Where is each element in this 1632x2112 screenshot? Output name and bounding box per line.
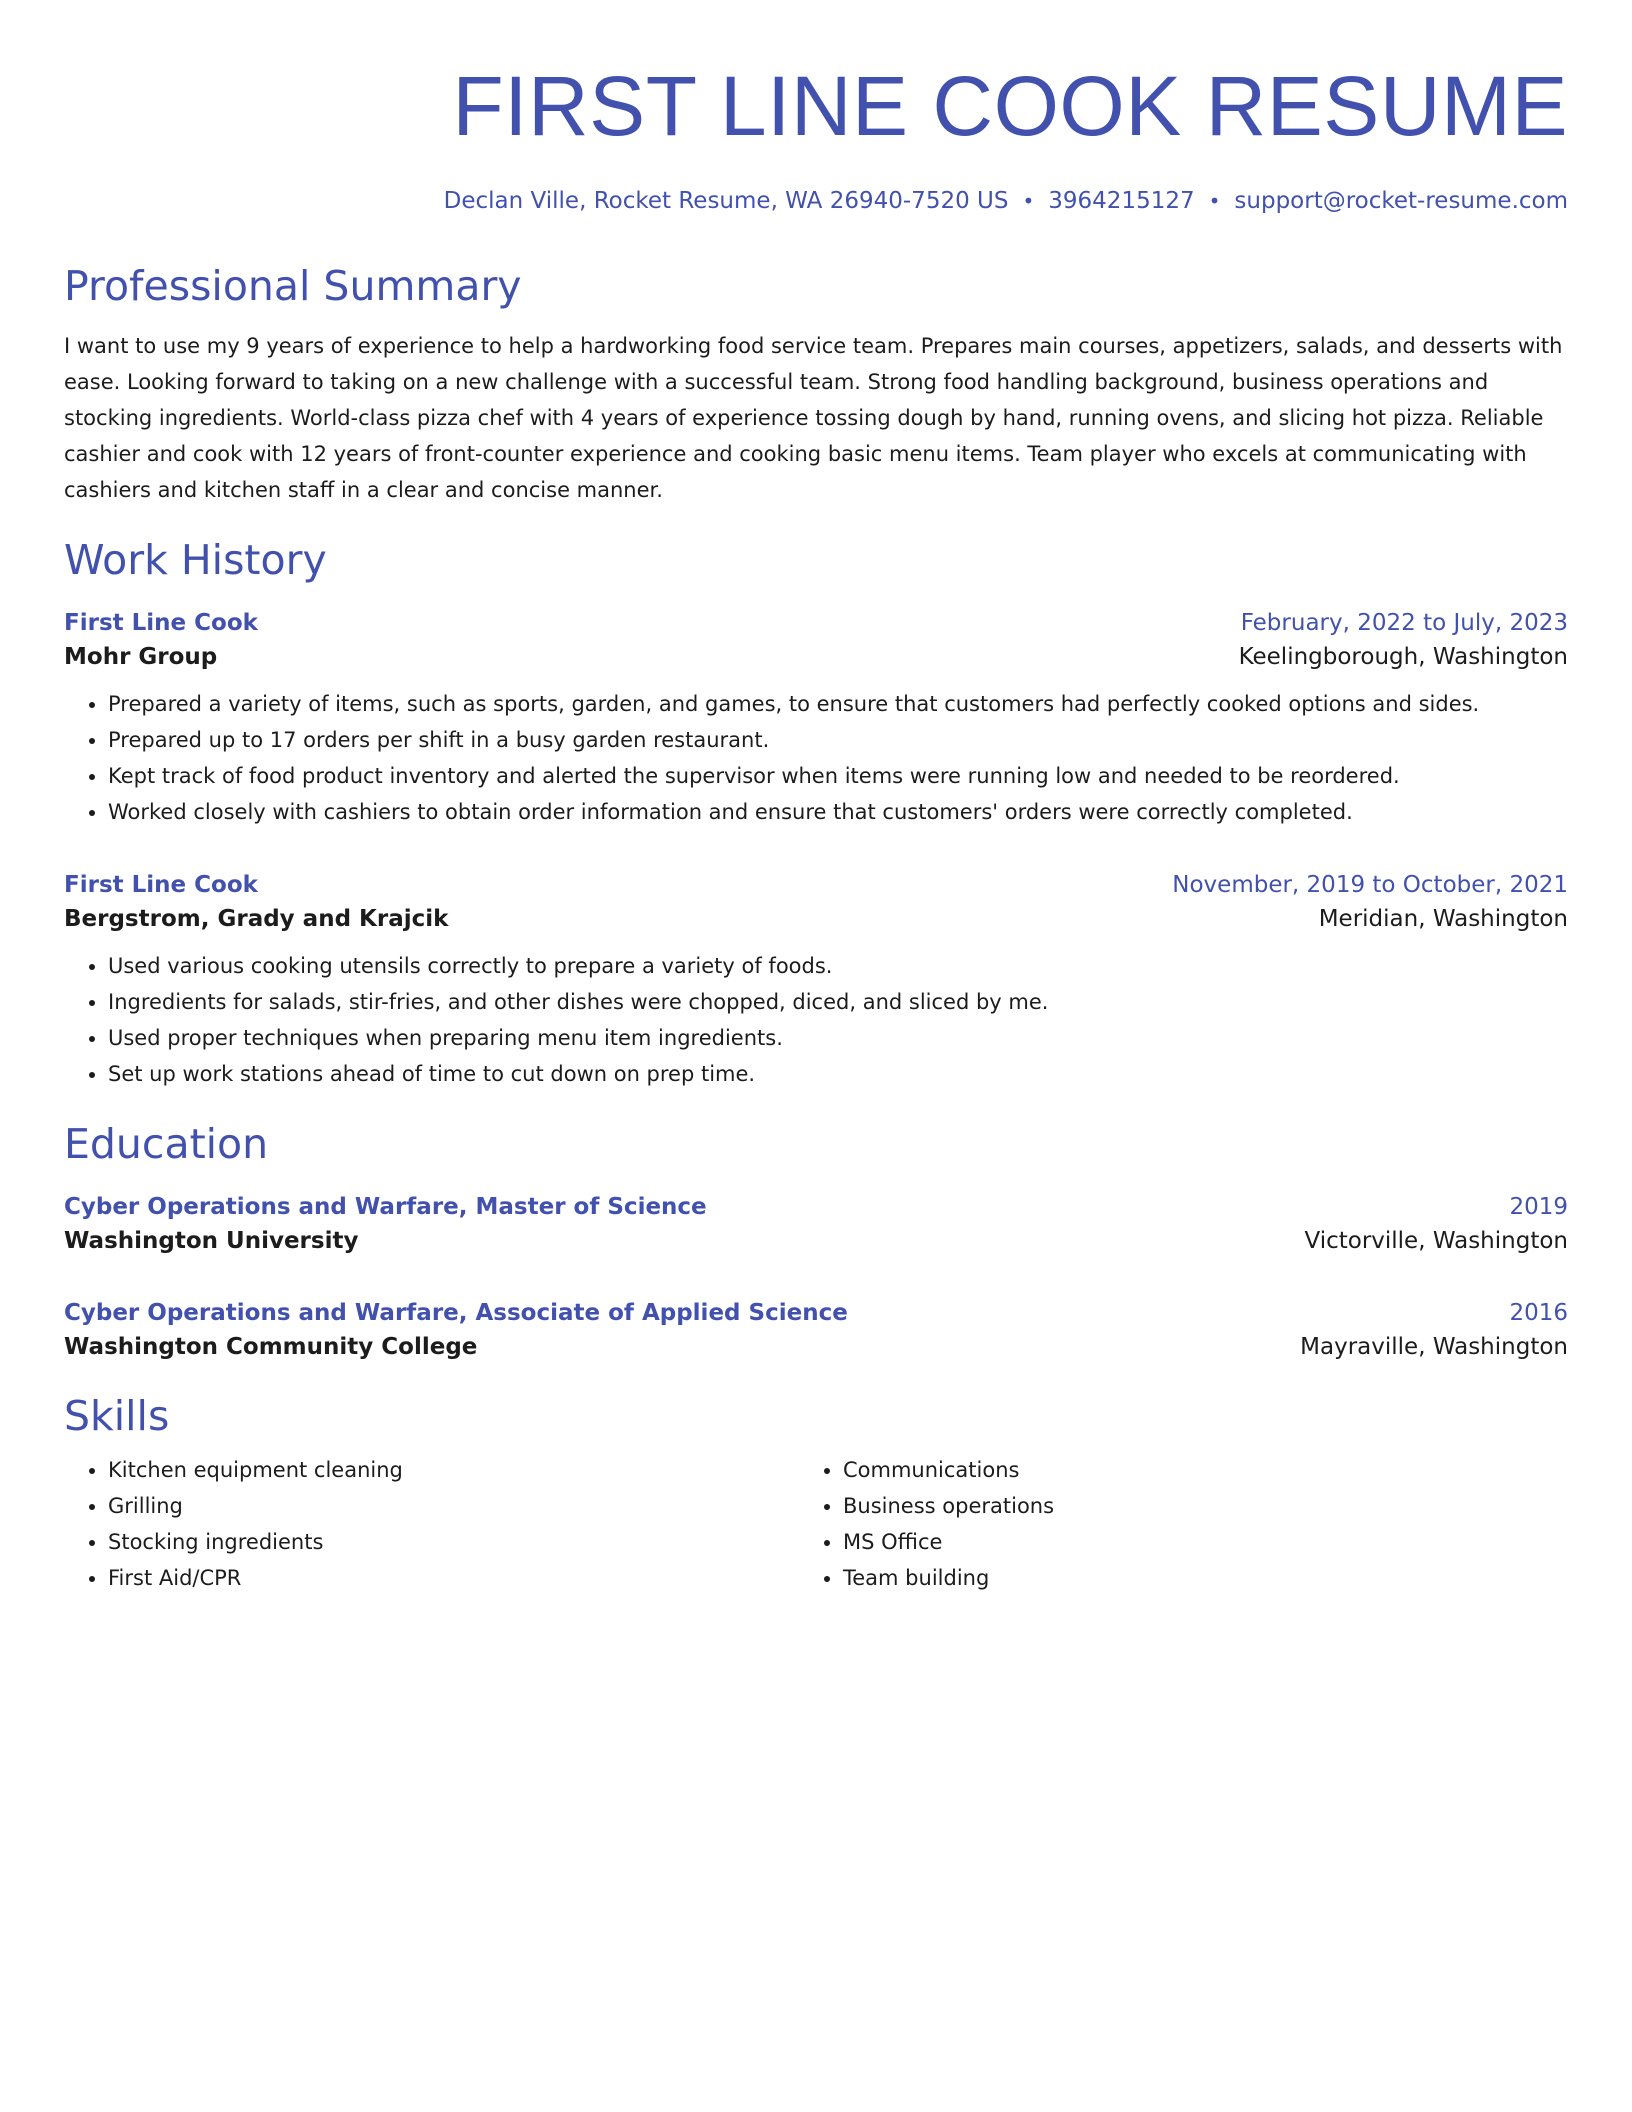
- summary-text: I want to use my 9 years of experience to help a hardworking food service team. Prepares main courses, appetizers, salads, and desserts with ease. Looking forward to taking on a new challenge with a successful team. Strong food handling background, business operations and stocking ingredients. World-class pizza chef with 4 years of experience tossing dough by hand, running ovens, and slicing hot pizza. Reliable cashier and cook with 12 years of front-counter experience and cooking basic menu items. Team player who excels at communicating with cashiers and kitchen staff in a clear and concise manner.: [64, 334, 1563, 502]
- contact-separator: •: [1208, 189, 1221, 213]
- job-entry: [64, 868, 1568, 1092]
- skill-item: • MS Office: [843, 1524, 1534, 1560]
- job-duties-list: [64, 948, 1568, 1092]
- education-school-row: [64, 1330, 1568, 1364]
- job-employer: Bergstrom, Grady and Krajcik: [64, 906, 449, 932]
- job-duty: • Used various cooking utensils correctly to prepare a variety of foods.: [108, 948, 1568, 984]
- job-duty: • Kept track of food product inventory and alerted the supervisor when items were running low and needed to be reordered.: [108, 758, 1568, 794]
- job-duty: • Worked closely with cashiers to obtain order information and ensure that customers' orders were correctly completed.: [108, 794, 1568, 830]
- job-employer-row: [64, 640, 1568, 674]
- education-degree: Cyber Operations and Warfare, Associate of Applied Science: [64, 1300, 848, 1326]
- contact-email: support@rocket-resume.com: [1234, 188, 1568, 214]
- skills-column-left: [64, 1452, 799, 1596]
- education-entry: [64, 1190, 1568, 1258]
- job-entry: [64, 606, 1568, 830]
- skill-item: • Business operations: [843, 1488, 1534, 1524]
- job-employer: Mohr Group: [64, 644, 218, 670]
- education-school: Washington University: [64, 1228, 359, 1254]
- skill-item: • Kitchen equipment cleaning: [108, 1452, 799, 1488]
- job-duty: • Prepared up to 17 orders per shift in a busy garden restaurant.: [108, 722, 1568, 758]
- work-history-heading: Work History: [64, 536, 327, 584]
- education-entry: [64, 1296, 1568, 1364]
- skills-list: [799, 1452, 1534, 1596]
- job-role: First Line Cook: [64, 610, 258, 636]
- education-location: Mayraville, Washington: [1300, 1334, 1568, 1360]
- job-duty: • Set up work stations ahead of time to cut down on prep time.: [108, 1056, 1568, 1092]
- skill-item: • Team building: [843, 1560, 1534, 1596]
- job-location: Keelingborough, Washington: [1238, 644, 1568, 670]
- job-title-row: [64, 606, 1568, 640]
- job-title-row: [64, 868, 1568, 902]
- job-duty: • Prepared a variety of items, such as sports, garden, and games, to ensure that customers had perfectly cooked options and sides.: [108, 686, 1568, 722]
- contact-line: [64, 184, 1568, 218]
- job-dates: February, 2022 to July, 2023: [1240, 610, 1568, 636]
- job-location: Meridian, Washington: [1318, 906, 1568, 932]
- skill-item: • Stocking ingredients: [108, 1524, 799, 1560]
- job-dates: November, 2019 to October, 2021: [1172, 872, 1568, 898]
- resume-title: FIRST LINE COOK RESUME: [452, 59, 1568, 153]
- education-degree-row: [64, 1190, 1568, 1224]
- skills-heading: Skills: [64, 1392, 170, 1440]
- skill-item: • Communications: [843, 1452, 1534, 1488]
- job-duty: • Used proper techniques when preparing menu item ingredients.: [108, 1020, 1568, 1056]
- contact-separator: •: [1022, 189, 1035, 213]
- education-school-row: [64, 1224, 1568, 1258]
- education-degree-row: [64, 1296, 1568, 1330]
- skills-column-right: [799, 1452, 1534, 1596]
- education-school: Washington Community College: [64, 1334, 478, 1360]
- job-role: First Line Cook: [64, 872, 258, 898]
- skill-item: • Grilling: [108, 1488, 799, 1524]
- skills-list: [64, 1452, 799, 1596]
- skills-grid: [64, 1452, 1568, 1596]
- education-year: 2016: [1509, 1300, 1568, 1326]
- skill-item: • First Aid/CPR: [108, 1560, 799, 1596]
- contact-address: Declan Ville, Rocket Resume, WA 26940-7520 US: [443, 188, 1009, 214]
- education-degree: Cyber Operations and Warfare, Master of Science: [64, 1194, 707, 1220]
- education-year: 2019: [1509, 1194, 1568, 1220]
- education-location: Victorville, Washington: [1304, 1228, 1568, 1254]
- job-employer-row: [64, 902, 1568, 936]
- education-heading: Education: [64, 1120, 269, 1168]
- job-duties-list: [64, 686, 1568, 830]
- contact-phone: 3964215127: [1048, 188, 1195, 214]
- summary-heading: Professional Summary: [64, 262, 522, 310]
- job-duty: • Ingredients for salads, stir-fries, and other dishes were chopped, diced, and sliced by me.: [108, 984, 1568, 1020]
